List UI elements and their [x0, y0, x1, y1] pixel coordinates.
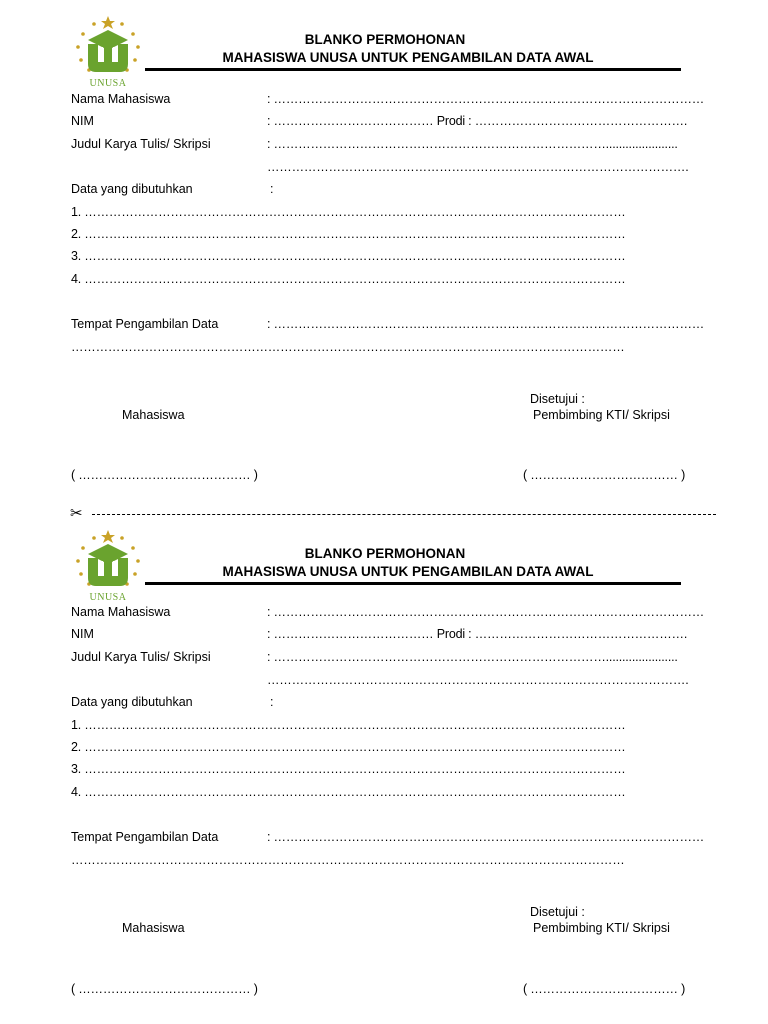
form-title: BLANKO PERMOHONAN [304, 32, 466, 47]
label-data: Data yang dibutuhkan [71, 695, 193, 709]
label-pembimbing: Pembimbing KTI/ Skripsi [533, 408, 670, 422]
form-title: BLANKO PERMOHONAN [304, 546, 466, 561]
field-nim-prodi[interactable]: : ………………………………… Prodi : ……………………………………………. [267, 114, 688, 128]
label-judul: Judul Karya Tulis/ Skripsi [71, 137, 211, 151]
label-mahasiswa: Mahasiswa [122, 408, 185, 422]
data-item-2[interactable]: 2. …………………………………………………………………………………………………………………… [71, 740, 626, 754]
data-item-2[interactable]: 2. …………………………………………………………………………………………………………………… [71, 227, 626, 241]
field-nim-prodi[interactable]: : ………………………………… Prodi : ……………………………………………. [267, 627, 688, 641]
scissors-icon: ✂ [70, 505, 83, 522]
field-tempat-1[interactable]: : …………………………………………………………………………………………… [267, 830, 705, 844]
field-judul-1[interactable]: : ………………………………………………………………………...................... [267, 650, 678, 664]
label-nim: NIM [71, 114, 94, 128]
signature-mahasiswa[interactable]: ( …………………………………… ) [71, 982, 258, 996]
data-colon: : [270, 182, 274, 196]
label-data: Data yang dibutuhkan [71, 182, 193, 196]
form-top [0, 0, 768, 500]
logo-text: UNUSA [89, 78, 127, 89]
field-tempat-2[interactable]: ……………………………………………………………………………………………………………………… [71, 853, 625, 867]
label-mahasiswa: Mahasiswa [122, 921, 185, 935]
form-bottom [0, 514, 768, 1014]
label-nama: Nama Mahasiswa [71, 605, 171, 619]
data-item-1[interactable]: 1. …………………………………………………………………………………………………………………… [71, 205, 626, 219]
data-item-3[interactable]: 3. …………………………………………………………………………………………………………………… [71, 762, 626, 776]
label-disetujui: Disetujui : [530, 905, 585, 919]
data-item-1[interactable]: 1. …………………………………………………………………………………………………………………… [71, 718, 626, 732]
label-judul: Judul Karya Tulis/ Skripsi [71, 650, 211, 664]
field-tempat-1[interactable]: : …………………………………………………………………………………………… [267, 317, 705, 331]
label-nim: NIM [71, 627, 94, 641]
signature-pembimbing[interactable]: ( ……………………………… ) [523, 982, 686, 996]
field-judul-1[interactable]: : ………………………………………………………………………...................... [267, 137, 678, 151]
signature-mahasiswa[interactable]: ( …………………………………… ) [71, 468, 258, 482]
label-nama: Nama Mahasiswa [71, 92, 171, 106]
unusa-logo [70, 14, 146, 90]
title-rule [145, 68, 681, 71]
label-tempat: Tempat Pengambilan Data [71, 830, 219, 844]
data-colon: : [270, 695, 274, 709]
data-item-4[interactable]: 4. …………………………………………………………………………………………………………………… [71, 785, 626, 799]
field-nama[interactable]: : …………………………………………………………………………………………… [267, 92, 705, 106]
form-subtitle: MAHASISWA UNUSA UNTUK PENGAMBILAN DATA AWAL [222, 564, 594, 579]
logo-text: UNUSA [89, 592, 127, 603]
field-nama[interactable]: : …………………………………………………………………………………………… [267, 605, 705, 619]
data-item-4[interactable]: 4. …………………………………………………………………………………………………………………… [71, 272, 626, 286]
field-tempat-2[interactable]: ……………………………………………………………………………………………………………………… [71, 340, 625, 354]
label-pembimbing: Pembimbing KTI/ Skripsi [533, 921, 670, 935]
title-rule [145, 582, 681, 585]
unusa-logo [70, 528, 146, 604]
label-disetujui: Disetujui : [530, 392, 585, 406]
field-judul-2[interactable]: …………………………………………………………………………………………. [267, 673, 689, 687]
form-subtitle: MAHASISWA UNUSA UNTUK PENGAMBILAN DATA AWAL [222, 50, 594, 65]
label-tempat: Tempat Pengambilan Data [71, 317, 219, 331]
field-judul-2[interactable]: …………………………………………………………………………………………. [267, 160, 689, 174]
signature-pembimbing[interactable]: ( ……………………………… ) [523, 468, 686, 482]
data-item-3[interactable]: 3. …………………………………………………………………………………………………………………… [71, 249, 626, 263]
